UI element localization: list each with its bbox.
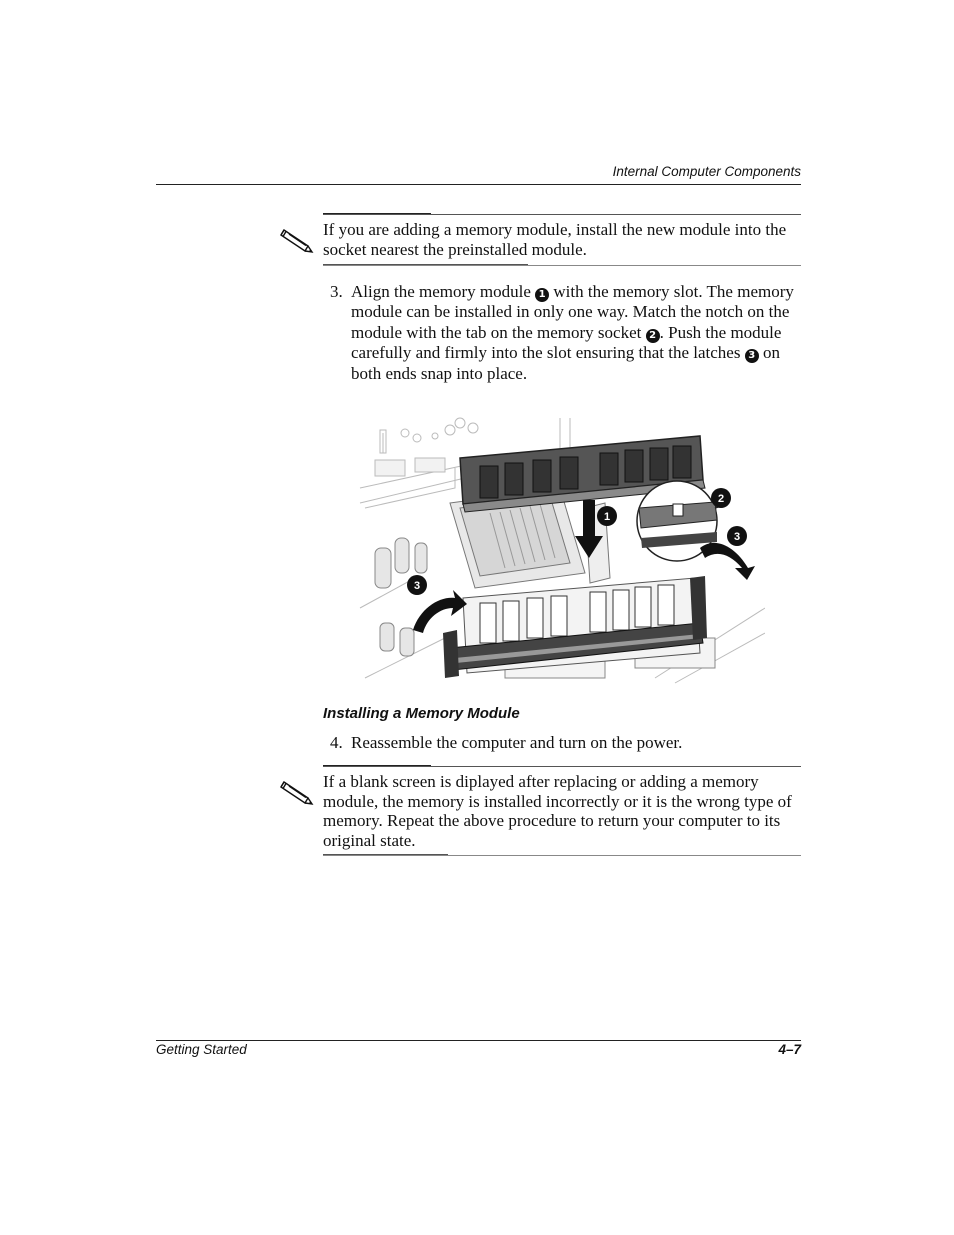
pencil-note-icon: [278, 776, 314, 806]
note-rule-bottom-accent: [323, 264, 528, 265]
callout-3-icon: 3: [745, 349, 759, 363]
running-head-title: Internal Computer Components: [612, 164, 801, 179]
pencil-note-icon: [278, 224, 314, 254]
figure-caption: Installing a Memory Module: [323, 705, 520, 722]
step-3-text: Align the memory module 1 with the memory slot. The memory module can be installed in only one way. Match the notch on the module with the tab on the memory socket 2 . Push the module carefully and firmly into the slot ensuring that the latches 3 on both ends snap into place.: [351, 282, 794, 383]
note-1-text: If you are adding a memory module, install the new module into the socket nearest the preinstalled module.: [323, 220, 787, 259]
step-3-number: 3.: [330, 282, 343, 301]
callout-2-icon: 2: [646, 329, 660, 343]
page-number: 4–7: [778, 1042, 801, 1057]
note-rule-top: [323, 766, 801, 767]
note-rule-bottom-accent: [323, 854, 448, 855]
step-3: [330, 282, 800, 384]
figure-callout-3-right: 3: [733, 531, 741, 543]
note-2: [278, 766, 801, 858]
note-1: [278, 214, 801, 268]
step-4-number: 4.: [330, 733, 343, 752]
memory-module-illustration: [355, 408, 765, 688]
note-rule-bottom: [323, 265, 801, 266]
footer-book-title: Getting Started: [156, 1042, 247, 1057]
step-4-text: Reassemble the computer and turn on the power.: [351, 733, 683, 752]
header-rule: [156, 184, 801, 185]
figure-callout-1: 1: [603, 511, 611, 523]
figure-callout-2: 2: [717, 493, 725, 505]
note-2-text: If a blank screen is diplayed after replacing or adding a memory module, the memory is installed incorrectly or it is the wrong type of memory. Repeat the above procedure to return your computer to its original state.: [323, 772, 792, 850]
step-4: [330, 733, 800, 753]
figure-callout-3-left: 3: [413, 580, 421, 592]
footer-rule: [156, 1040, 801, 1041]
note-rule-top: [323, 214, 801, 215]
note-rule-bottom: [323, 855, 801, 856]
callout-1-icon: 1: [535, 288, 549, 302]
